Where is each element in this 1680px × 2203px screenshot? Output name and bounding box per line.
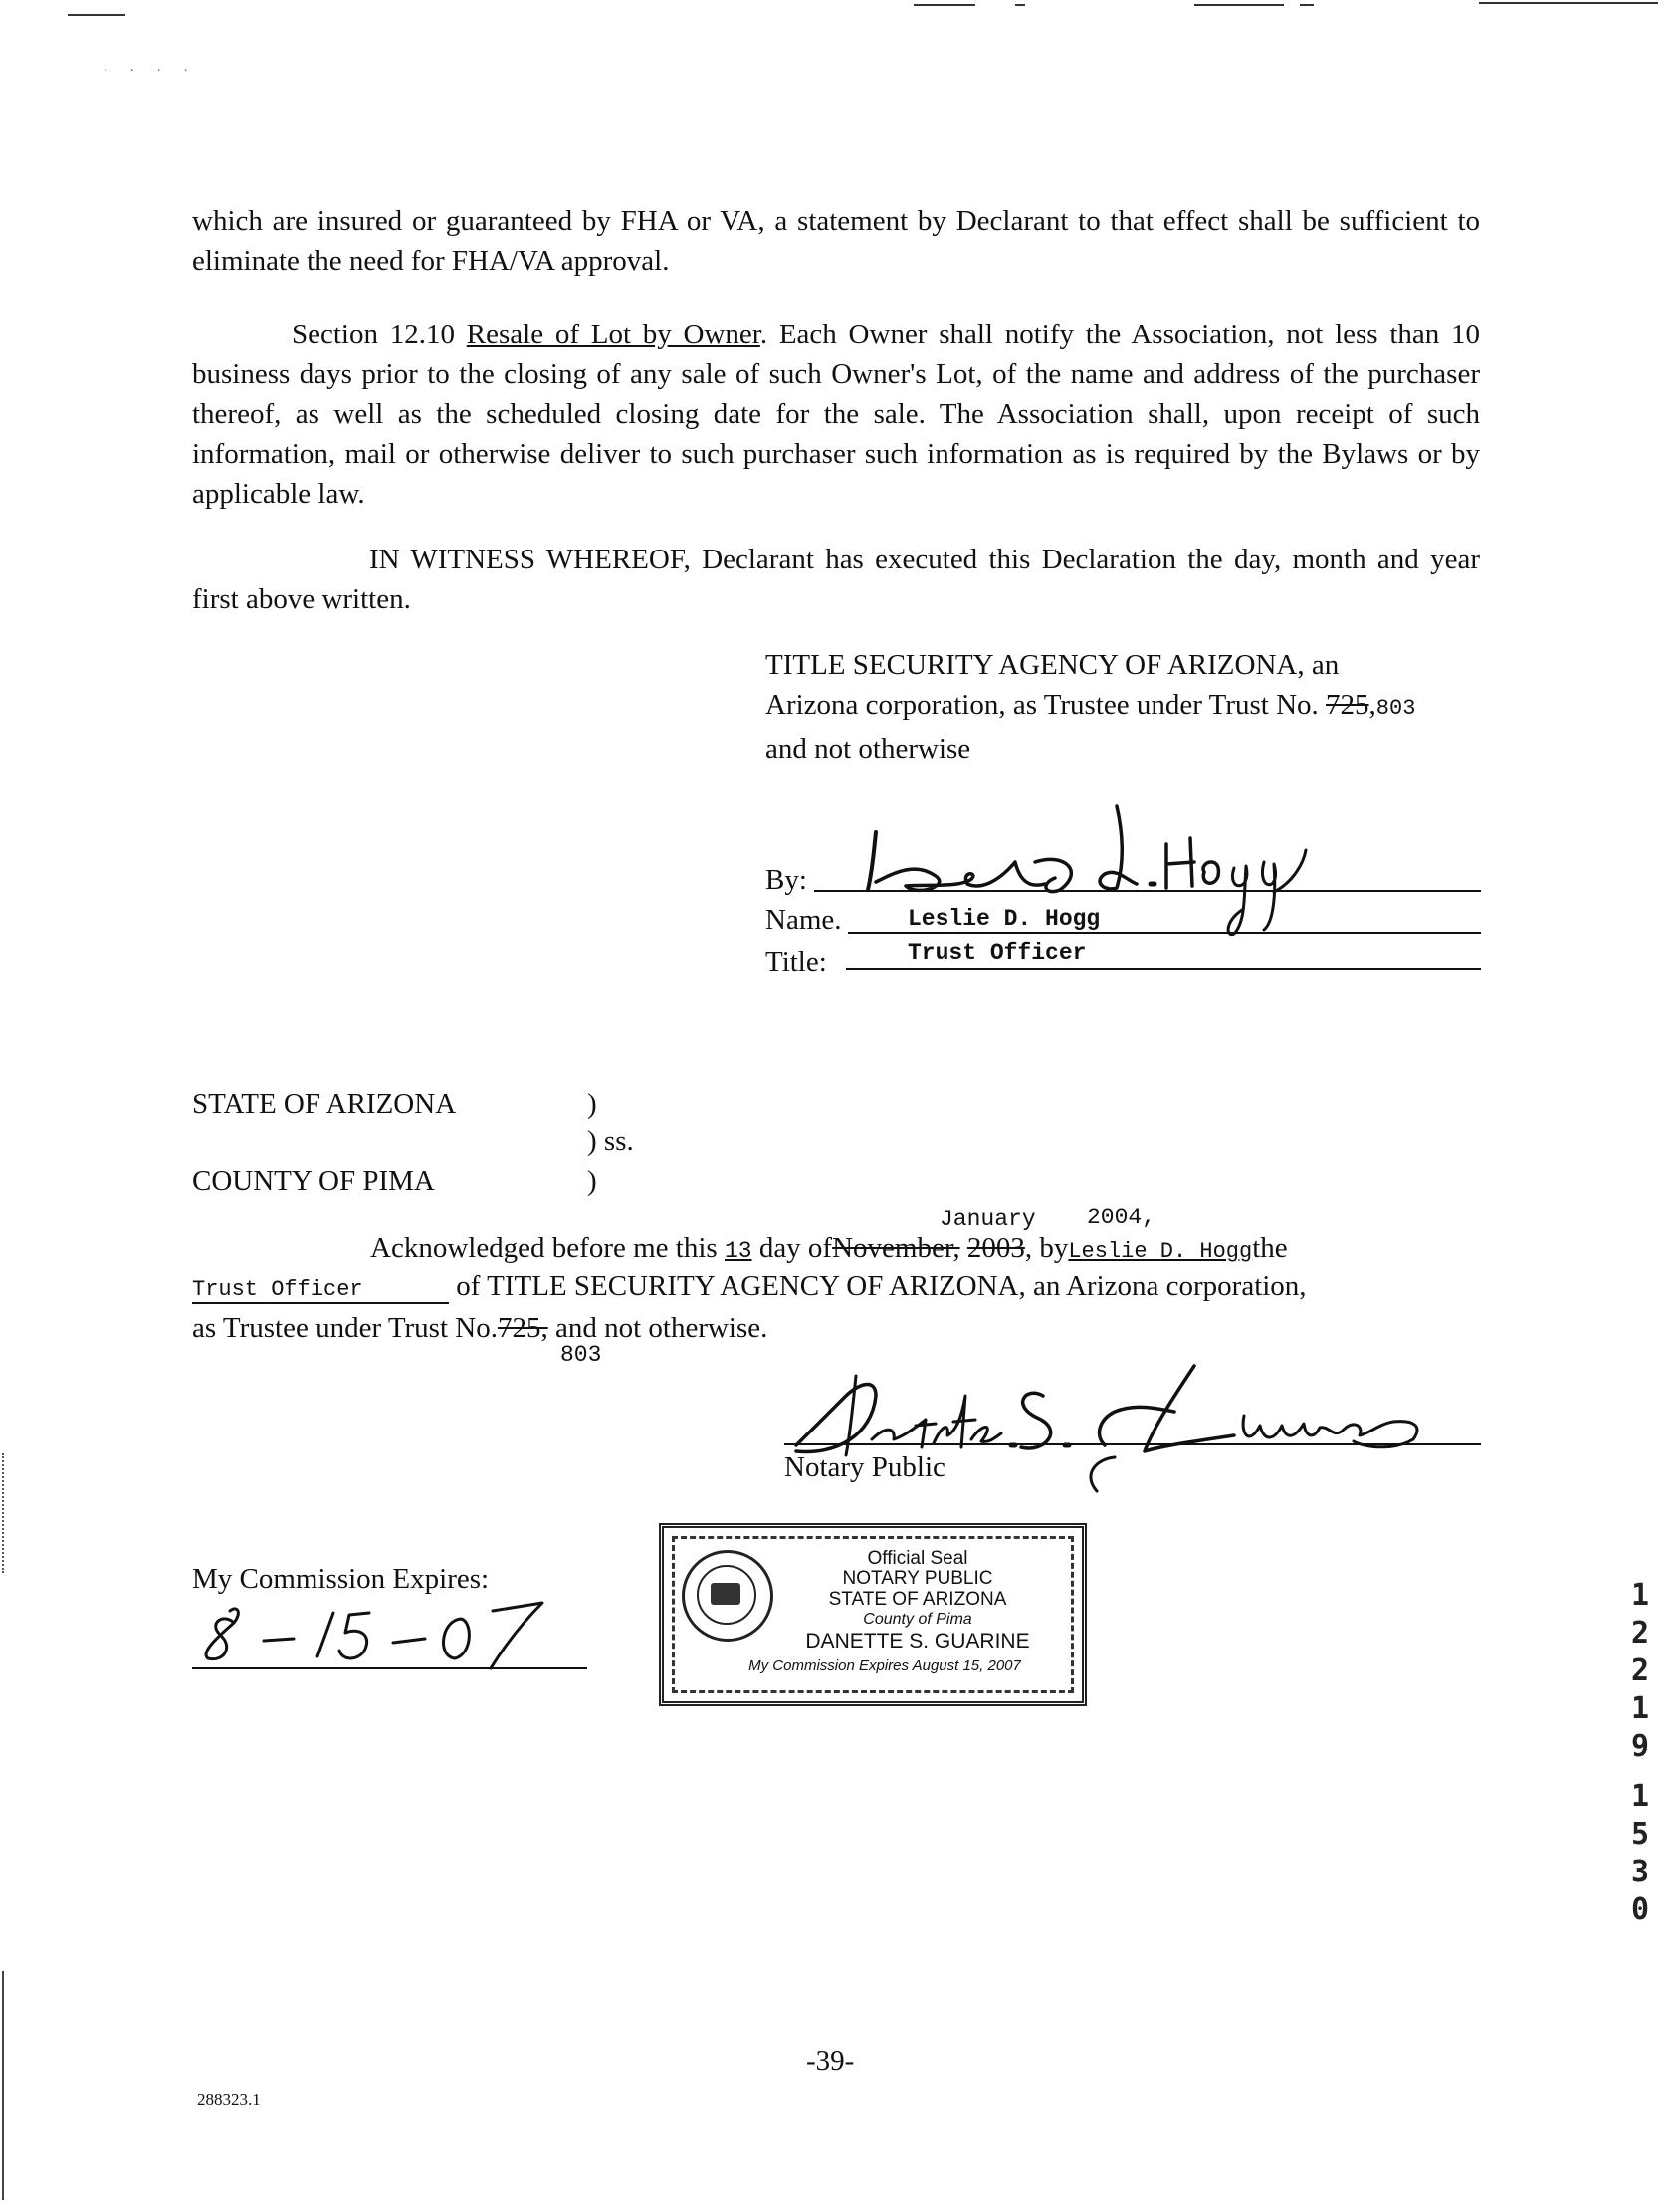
title-value: Trust Officer [908,940,1087,966]
seal-line-1: Official Seal [867,1548,968,1569]
scan-artifact [2,1453,6,1573]
continued-paragraph [192,201,1480,281]
scan-artifact [68,14,125,16]
seal-line-4: County of Pima [863,1611,972,1628]
ack-text-6: as Trustee under Trust No. [192,1312,498,1344]
trustee-line-2-text: Arizona corporation, as Trustee under Trust No. [765,689,1319,721]
ack-signer: Leslie D. Hogg [1068,1239,1253,1264]
trust-number-new: 803 [1375,696,1416,721]
commission-date-handwritten [194,1593,592,1672]
scan-artifact: . . . . [104,60,198,75]
ack-text-5: of TITLE SECURITY AGENCY OF ARIZONA, an Arizona corporation, [456,1270,1307,1302]
title-line [846,968,1481,970]
ack-signer-title: Trust Officer [192,1277,449,1304]
commission-line [192,1667,587,1669]
ack-day: 13 [724,1238,752,1264]
scan-artifact [1479,2,1658,4]
ack-old-month: November, [832,1232,960,1264]
trustee-line-3: and not otherwise [765,733,971,765]
commission-label: My Commission Expires: [192,1563,490,1595]
seal-line-6: My Commission Expires August 15, 2007 [748,1657,1021,1674]
section-number: Section 12.10 [292,319,455,350]
section-paragraph: Section 12.10 Resale of Lot by Owner. Each Owner shall notify the Association, not less than 10 business days prior to the closing of any sale of such Owner's Lot, of the name and address of the purchaser thereof, as well as the scheduled closing date for the sale. The Association shall, upon receipt of such information, mail or otherwise deliver to such purchaser such information as is required by the Bylaws or by applicable law. [192,319,1481,510]
venue-ss: ) ss. [587,1125,634,1157]
ack-old-year: 2003 [966,1232,1025,1264]
section-heading: Resale of Lot by Owner [466,319,760,350]
witness-text: IN WITNESS WHEREOF, Declarant has executed this Declaration the day, month and year first above written. [192,544,1480,615]
scan-artifact [1300,4,1314,6]
trustee-line-1: TITLE SECURITY AGENCY OF ARIZONA, an [765,649,1340,681]
name-label: Name. [765,904,842,936]
name-line [848,932,1481,934]
ack-line-1 [370,1232,1288,1265]
venue-paren-2: ) [587,1165,597,1197]
witness-paragraph [192,540,1480,619]
ack-new-year: 2004, [1087,1205,1156,1230]
scan-artifact [1194,4,1284,6]
ack-line-2 [192,1270,1307,1304]
notary-seal [659,1523,1087,1706]
notary-label: Notary Public [784,1451,945,1483]
seal-line-2: NOTARY PUBLIC [842,1568,993,1589]
trust-number-old: 725 [1326,689,1369,721]
section-body: Each Owner shall notify the Association, not less than 10 business days prior to the closing of any sale of such Owner's Lot, of the name and address of the purchaser thereof, as well as the scheduled closing date for the sale. The Association shall, upon receipt of such information, mail or otherwise deliver to such purchaser such information as is required by the Bylaws or by applicable law. [192,319,1481,510]
ack-old-trust-no: 725, [497,1312,548,1344]
trustee-block [765,645,1522,769]
seal-line-5: DANETTE S. GUARINE [805,1630,1030,1652]
by-label: By: [765,864,807,896]
page-number: -39- [806,2045,855,2077]
ack-comma: , [1024,1232,1033,1264]
scan-artifact [914,4,975,6]
venue-paren-1: ) [587,1088,597,1120]
ack-new-trust-no: 803 [560,1342,602,1368]
continued-paragraph-text: which are insured or guaranteed by FHA or VA, a statement by Declarant to that effect shall be sufficient to eliminate the need for FHA/VA approval. [192,205,1480,277]
venue-state: STATE OF ARIZONA [192,1088,457,1120]
ack-text-4: the [1252,1232,1288,1264]
ack-text-2: day of [758,1232,833,1264]
name-value: Leslie D. Hogg [908,906,1101,932]
scan-artifact [1015,4,1025,6]
document-id: 288323.1 [197,2091,261,2109]
ack-new-month: January [940,1207,1036,1232]
venue-county: COUNTY OF PIMA [192,1165,435,1197]
ack-text-7: and not otherwise. [554,1312,768,1344]
ack-text-3: by [1039,1232,1069,1264]
ack-text-1: Acknowledged before me this [370,1232,718,1264]
ack-line-3 [192,1312,767,1345]
notary-signature-line [784,1443,1481,1445]
title-label: Title: [765,946,827,978]
scan-artifact [2,1971,6,2200]
trustee-line-2: Arizona corporation, as Trustee under Trust No. 725,803 [765,689,1416,721]
seal-line-3: STATE OF ARIZONA [828,1589,1007,1610]
margin-stamp-2: 1 5 3 0 [1630,1779,1650,1927]
margin-stamp-1: 1 2 2 1 9 [1630,1578,1650,1764]
